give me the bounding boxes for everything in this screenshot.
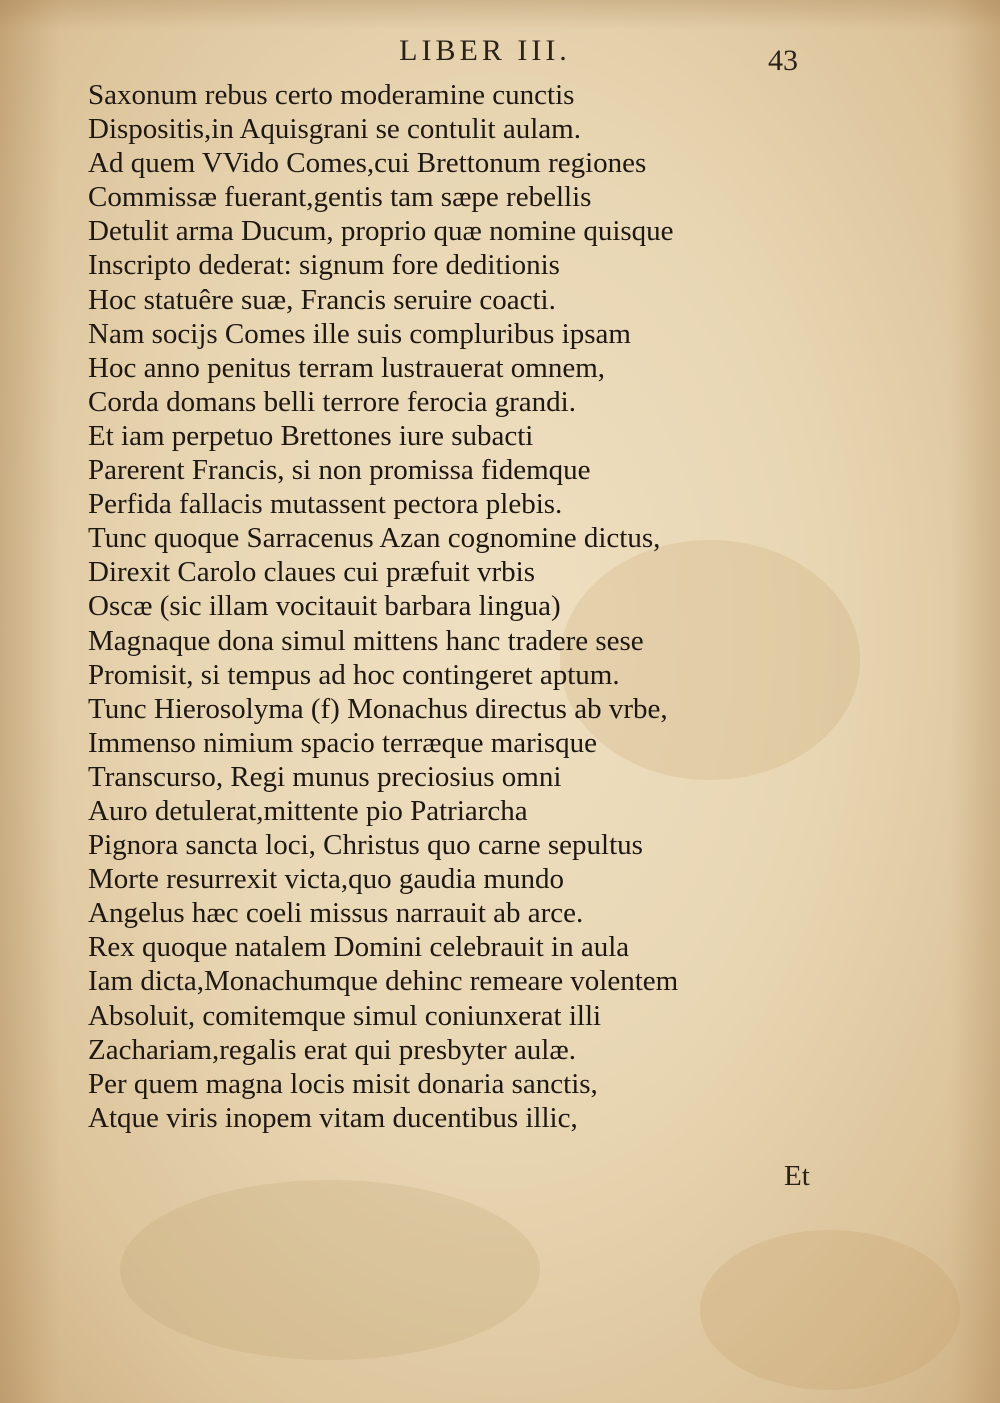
verse-line: Et iam perpetuo Brettones iure subacti bbox=[88, 419, 534, 452]
verse-line: Iam dicta,Monachumque dehinc remeare volentem bbox=[88, 965, 679, 998]
verse-line: Inscripto dederat: signum fore deditionis bbox=[88, 249, 560, 282]
page-number: 43 bbox=[768, 44, 798, 77]
running-head: LIBER III. bbox=[399, 34, 571, 67]
verse-line: Oscæ (sic illam vocitauit barbara lingua) bbox=[88, 590, 561, 623]
catchword: Et bbox=[784, 1160, 810, 1192]
verse-line: Magnaque dona simul mittens hanc tradere sese bbox=[88, 624, 644, 657]
verse-line: Hoc anno penitus terram lustrauerat omnem, bbox=[88, 351, 606, 384]
page-edge-shading-right bbox=[950, 0, 1000, 1403]
verse-line: Parerent Francis, si non promissa fidemque bbox=[88, 454, 591, 487]
paper-stain bbox=[120, 1180, 540, 1360]
verse-line: Transcurso, Regi munus preciosius omni bbox=[88, 760, 562, 793]
verse-line: Direxit Carolo claues cui præfuit vrbis bbox=[88, 556, 535, 589]
verse-line: Pignora sancta loci, Christus quo carne sepultus bbox=[88, 829, 643, 862]
verse-text-block bbox=[88, 78, 808, 1135]
verse-line: Angelus hæc coeli missus narrauit ab arce. bbox=[88, 897, 584, 930]
paper-stain bbox=[700, 1230, 960, 1390]
verse-line: Commissæ fuerant,gentis tam sæpe rebellis bbox=[88, 181, 592, 214]
verse-line: Promisit, si tempus ad hoc contingeret aptum. bbox=[88, 658, 620, 691]
page-edge-shading-left bbox=[0, 0, 60, 1403]
verse-line: Zachariam,regalis erat qui presbyter aulæ. bbox=[88, 1033, 576, 1066]
verse-line: Morte resurrexit victa,quo gaudia mundo bbox=[88, 863, 564, 896]
verse-line: Rex quoque natalem Domini celebrauit in aula bbox=[88, 931, 630, 964]
verse-line: Dispositis,in Aquisgrani se contulit aulam. bbox=[88, 113, 581, 146]
verse-line: Per quem magna locis misit donaria sanctis, bbox=[88, 1067, 598, 1100]
verse-line: Atque viris inopem vitam ducentibus illic, bbox=[88, 1101, 578, 1134]
verse-line: Saxonum rebus certo moderamine cunctis bbox=[88, 79, 575, 111]
verse-line: Perfida fallacis mutassent pectora plebis. bbox=[88, 488, 563, 521]
verse-line: Tunc quoque Sarracenus Azan cognomine dictus, bbox=[88, 522, 661, 555]
verse-line: Nam socijs Comes ille suis compluribus ipsam bbox=[88, 317, 631, 350]
verse-line: Auro detulerat,mittente pio Patriarcha bbox=[88, 794, 528, 827]
page-edge-shading-top bbox=[0, 0, 1000, 30]
verse-line: Ad quem VVido Comes,cui Brettonum regiones bbox=[88, 147, 647, 180]
verse-line: Immenso nimium spacio terræque marisque bbox=[88, 726, 598, 759]
verse-line: Corda domans belli terrore ferocia grandi. bbox=[88, 385, 576, 418]
verse-line: Tunc Hierosolyma (f) Monachus directus ab vrbe, bbox=[88, 692, 668, 725]
verse-line: Hoc statuêre suæ, Francis seruire coacti. bbox=[88, 283, 556, 316]
verse-line: Absoluit, comitemque simul coniunxerat illi bbox=[88, 999, 602, 1032]
verse-line: Detulit arma Ducum, proprio quæ nomine quisque bbox=[88, 215, 674, 248]
